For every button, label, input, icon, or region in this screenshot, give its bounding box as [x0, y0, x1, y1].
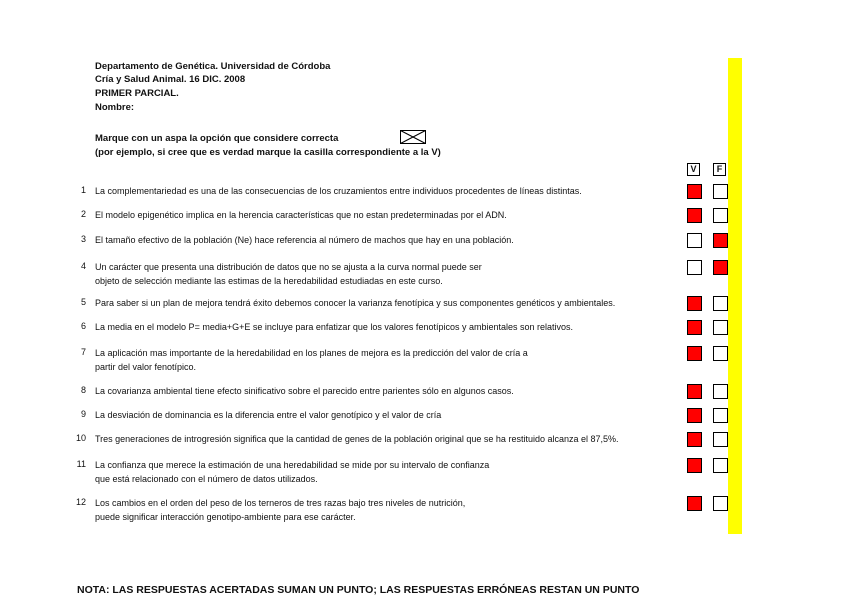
false-checkbox[interactable]: [713, 296, 728, 311]
header-department: Departamento de Genética. Universidad de Córdoba: [95, 61, 331, 72]
true-checkbox[interactable]: [687, 458, 702, 473]
true-checkbox[interactable]: [687, 432, 702, 447]
true-checkbox[interactable]: [687, 384, 702, 399]
true-checkbox[interactable]: [687, 184, 702, 199]
true-checkbox[interactable]: [687, 496, 702, 511]
question-number: 5: [80, 297, 86, 307]
question-text: que está relacionado con el número de datos utilizados.: [95, 474, 318, 484]
true-checkbox[interactable]: [687, 233, 702, 248]
question-number: 7: [80, 347, 86, 357]
question-text: Para saber si un plan de mejora tendrá éxito debemos conocer la varianza fenotípica y sus componentes genéticos y ambientales.: [95, 298, 616, 308]
true-checkbox[interactable]: [687, 320, 702, 335]
question-text: El tamaño efectivo de la población (Ne) hace referencia al número de machos que hay en una población.: [95, 235, 514, 245]
question-number: 2: [80, 209, 86, 219]
question-text: Un carácter que presenta una distribución de datos que no se ajusta a la curva normal puede ser: [95, 262, 482, 272]
question-text: El modelo epigenético implica en la herencia características que no estan predeterminadas por el ADN.: [95, 210, 507, 220]
column-header-true: V: [687, 163, 700, 176]
question-text: puede significar interacción genotipo-ambiente para ese carácter.: [95, 512, 356, 522]
header-name-label: Nombre:: [95, 102, 135, 113]
false-checkbox[interactable]: [713, 184, 728, 199]
false-checkbox[interactable]: [713, 233, 728, 248]
example-cross-box-icon: [400, 130, 426, 144]
question-text: La complementariedad es una de las consecuencias de los cruzamientos entre individuos procedentes de líneas distintas.: [95, 186, 582, 196]
false-checkbox[interactable]: [713, 496, 728, 511]
question-number: 1: [80, 185, 86, 195]
question-text: La desviación de dominancia es la diferencia entre el valor genotípico y el valor de cría: [95, 410, 442, 420]
question-text: Tres generaciones de introgresión significa que la cantidad de genes de la población original que se ha restituido alcanza el 87,5%.: [95, 434, 619, 444]
header-exam: PRIMER PARCIAL.: [95, 88, 179, 99]
true-checkbox[interactable]: [687, 296, 702, 311]
question-text: Los cambios en el orden del peso de los terneros de tres razas bajo tres niveles de nutrición,: [95, 498, 466, 508]
false-checkbox[interactable]: [713, 260, 728, 275]
true-checkbox[interactable]: [687, 208, 702, 223]
question-text: objeto de selección mediante las estimas de la heredabilidad estudiadas en este curso.: [95, 276, 443, 286]
false-checkbox[interactable]: [713, 320, 728, 335]
question-number: 8: [80, 385, 86, 395]
column-header-false: F: [713, 163, 726, 176]
question-text: La media en el modelo P= media+G+E se incluye para enfatizar que los valores fenotípicos y ambientales son relativos.: [95, 322, 574, 332]
question-number: 11: [76, 459, 86, 469]
question-number: 3: [80, 234, 86, 244]
question-number: 6: [80, 321, 86, 331]
false-checkbox[interactable]: [713, 432, 728, 447]
question-number: 9: [80, 409, 86, 419]
instructions-line-2: (por ejemplo, si cree que es verdad marque la casilla correspondiente a la V): [95, 147, 441, 158]
false-checkbox[interactable]: [713, 346, 728, 361]
question-text: La confianza que merece la estimación de una heredabilidad se mide por su intervalo de confianza: [95, 460, 490, 470]
question-text: La covarianza ambiental tiene efecto sinificativo sobre el parecido entre parientes sólo en algunos casos.: [95, 386, 514, 396]
false-checkbox[interactable]: [713, 384, 728, 399]
true-checkbox[interactable]: [687, 260, 702, 275]
question-text: La aplicación mas importante de la heredabilidad en los planes de mejora es la predicción del valor de cría a: [95, 348, 528, 358]
question-number: 12: [75, 497, 86, 507]
question-number: 4: [80, 261, 86, 271]
false-checkbox[interactable]: [713, 408, 728, 423]
true-checkbox[interactable]: [687, 346, 702, 361]
instructions-line-1: Marque con un aspa la opción que considere correcta: [95, 133, 339, 144]
question-number: 10: [75, 433, 86, 443]
yellow-highlight-bar: [728, 58, 742, 534]
true-checkbox[interactable]: [687, 408, 702, 423]
false-checkbox[interactable]: [713, 458, 728, 473]
false-checkbox[interactable]: [713, 208, 728, 223]
question-text: partir del valor fenotípico.: [95, 362, 197, 372]
header-course: Cría y Salud Animal. 16 DIC. 2008: [95, 74, 246, 85]
scoring-note: NOTA: LAS RESPUESTAS ACERTADAS SUMAN UN PUNTO; LAS RESPUESTAS ERRÓNEAS RESTAN UN PUNTO: [77, 584, 640, 596]
